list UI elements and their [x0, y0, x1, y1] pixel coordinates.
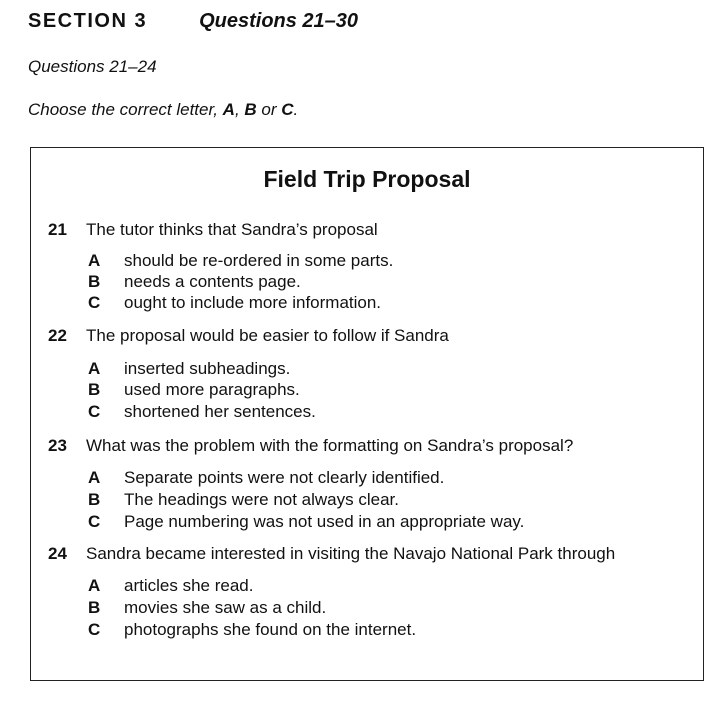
question-text: Sandra became interested in visiting the Navajo National Park through [86, 544, 616, 563]
question-22 [48, 326, 449, 346]
option-text: needs a contents page. [124, 272, 301, 291]
option-letter: B [88, 272, 101, 291]
option-text: photographs she found on the internet. [124, 620, 417, 639]
instruction-letter-c: C [281, 100, 294, 119]
option-21-c [88, 293, 381, 313]
question-text: The proposal would be easier to follow if Sandra [86, 326, 449, 345]
option-text: should be re-ordered in some parts. [124, 251, 394, 270]
option-24-b [88, 598, 326, 618]
option-21-a [88, 251, 393, 271]
option-text: movies she saw as a child. [124, 598, 327, 617]
question-text: What was the problem with the formatting on Sandra’s proposal? [86, 436, 574, 455]
question-number: 24 [48, 544, 67, 563]
option-letter: B [88, 490, 101, 509]
option-letter: B [88, 598, 101, 617]
option-23-b [88, 490, 399, 510]
option-letter: A [88, 251, 101, 270]
question-text: The tutor thinks that Sandra’s proposal [86, 220, 378, 239]
instruction-text [28, 100, 298, 120]
question-number: 22 [48, 326, 67, 345]
option-text: The headings were not always clear. [124, 490, 399, 509]
option-24-a [88, 576, 253, 596]
subsection-question-range: Questions 21–24 [28, 57, 157, 76]
option-letter: C [88, 620, 101, 639]
option-text: used more paragraphs. [124, 380, 300, 399]
question-23 [48, 436, 573, 456]
option-letter: A [88, 468, 101, 487]
question-24 [48, 544, 615, 564]
instruction-letter-b: B [244, 100, 257, 119]
option-letter: C [88, 402, 101, 421]
option-text: shortened her sentences. [124, 402, 316, 421]
option-text: inserted subheadings. [124, 359, 291, 378]
instruction-suffix: . [293, 100, 299, 119]
question-number: 23 [48, 436, 67, 455]
option-text: ought to include more information. [124, 293, 382, 312]
question-21 [48, 220, 378, 240]
option-23-a [88, 468, 444, 488]
question-box [30, 147, 704, 681]
box-title: Field Trip Proposal [263, 166, 471, 192]
option-21-b [88, 272, 301, 292]
section-header [28, 10, 358, 36]
instruction-sep-1: , [234, 100, 245, 119]
option-text: articles she read. [124, 576, 254, 595]
option-23-c [88, 512, 524, 532]
option-letter: B [88, 380, 101, 399]
option-24-c [88, 620, 416, 640]
option-22-a [88, 359, 290, 379]
option-text: Separate points were not clearly identified. [124, 468, 445, 487]
option-letter: A [88, 359, 101, 378]
section-question-range: Questions 21–30 [199, 10, 359, 32]
option-letter: C [88, 512, 101, 531]
option-22-c [88, 402, 316, 422]
option-letter: A [88, 576, 101, 595]
question-number: 21 [48, 220, 67, 239]
section-label: SECTION 3 [28, 10, 148, 32]
option-text: Page numbering was not used in an appropriate way. [124, 512, 525, 531]
option-22-b [88, 380, 300, 400]
instruction-letter-a: A [222, 100, 235, 119]
option-letter: C [88, 293, 101, 312]
instruction-prefix: Choose the correct letter, [28, 100, 223, 119]
instruction-sep-2: or [256, 100, 282, 119]
